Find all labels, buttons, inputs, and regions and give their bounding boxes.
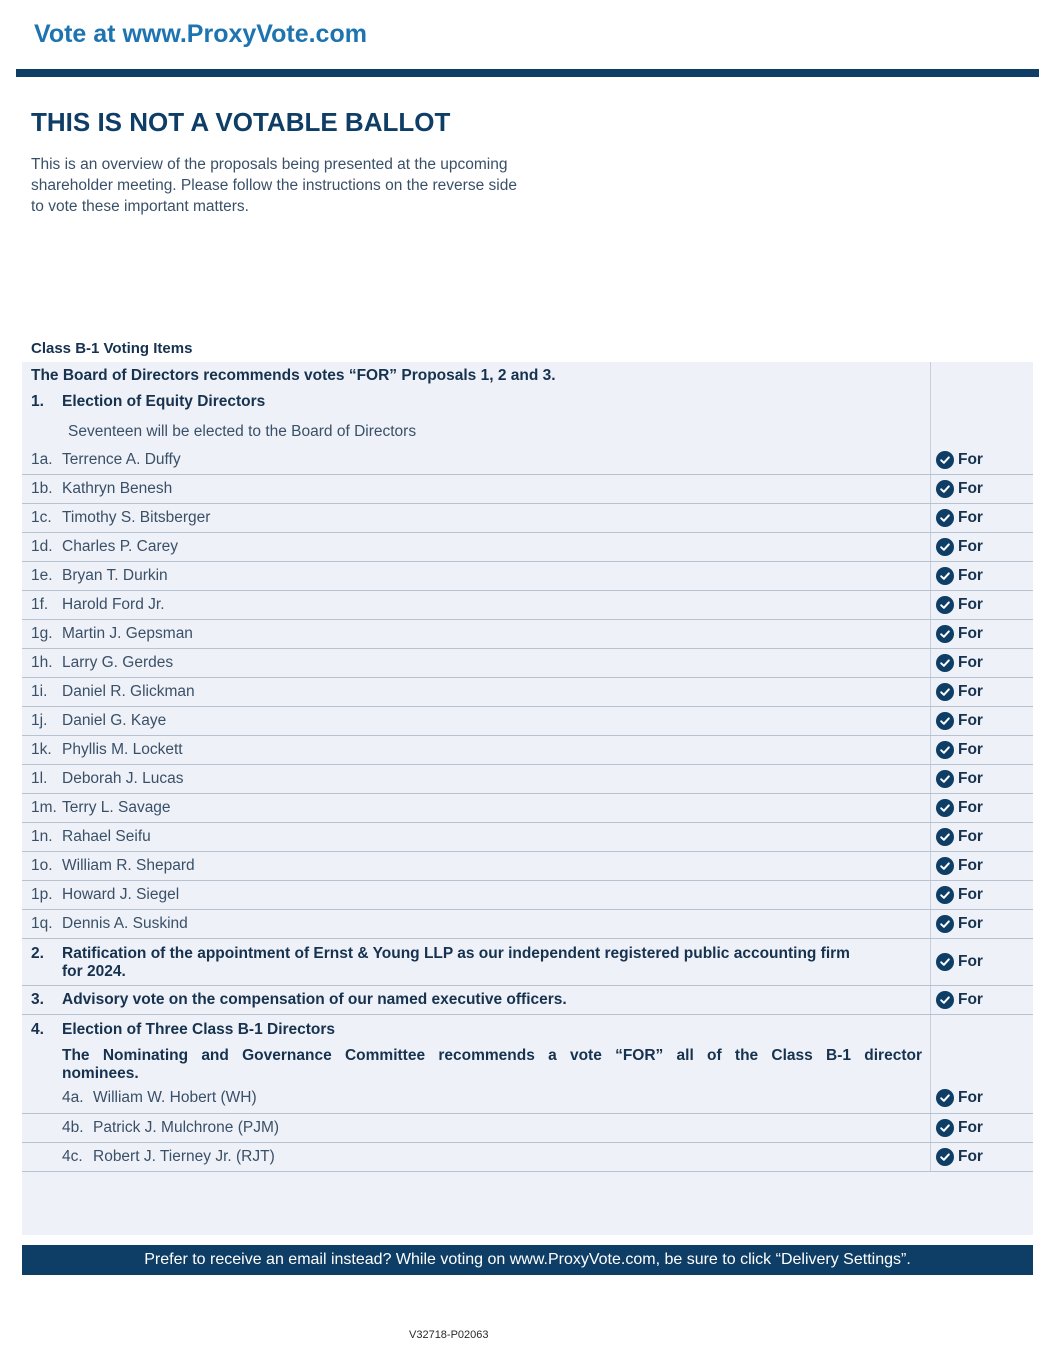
check-circle-icon bbox=[936, 567, 954, 585]
check-circle-icon bbox=[936, 953, 954, 971]
vote-indicator bbox=[936, 480, 983, 498]
proposal-number: 1. bbox=[31, 393, 44, 410]
proposal-number: 3. bbox=[31, 991, 44, 1008]
nominee-row bbox=[22, 852, 1033, 881]
vote-indicator bbox=[936, 991, 983, 1009]
nominee-name: Terrence A. Duffy bbox=[62, 451, 181, 468]
email-delivery-banner: Prefer to receive an email instead? While voting on www.ProxyVote.com, be sure to click “Delivery Settings”. bbox=[22, 1245, 1033, 1275]
nominee-row bbox=[22, 1114, 1033, 1143]
vote-label: For bbox=[958, 886, 983, 903]
nominee-name: Phyllis M. Lockett bbox=[62, 741, 183, 758]
nominee-row bbox=[22, 707, 1033, 736]
check-circle-icon bbox=[936, 770, 954, 788]
nominee-name: Daniel R. Glickman bbox=[62, 683, 195, 700]
check-circle-icon bbox=[936, 1148, 954, 1166]
nominee-number: 1d. bbox=[31, 538, 53, 555]
vote-label: For bbox=[958, 480, 983, 497]
header-title: Vote at www.ProxyVote.com bbox=[34, 20, 367, 48]
vote-label: For bbox=[958, 915, 983, 932]
proposal-2-row bbox=[22, 939, 1033, 986]
check-circle-icon bbox=[936, 886, 954, 904]
vote-indicator bbox=[936, 1148, 983, 1166]
nominee-number: 1l. bbox=[31, 770, 48, 787]
check-circle-icon bbox=[936, 741, 954, 759]
vote-indicator bbox=[936, 683, 983, 701]
proposal-number: 2. bbox=[31, 945, 44, 962]
nominee-name: Dennis A. Suskind bbox=[62, 915, 188, 932]
check-circle-icon bbox=[936, 1089, 954, 1107]
proposal-4-header bbox=[22, 1015, 1033, 1083]
nominee-number: 4b. bbox=[62, 1119, 84, 1136]
nominee-name: Kathryn Benesh bbox=[62, 480, 173, 497]
vote-label: For bbox=[958, 991, 983, 1008]
section-label: Class B-1 Voting Items bbox=[31, 340, 193, 357]
nominee-row bbox=[22, 765, 1033, 794]
vote-indicator bbox=[936, 538, 983, 556]
proposal-title: Election of Three Class B-1 Directors bbox=[62, 1021, 336, 1038]
nominee-row bbox=[22, 678, 1033, 707]
nominee-row bbox=[22, 736, 1033, 765]
vote-indicator bbox=[936, 953, 983, 971]
nominee-row bbox=[22, 475, 1033, 504]
nominee-number: 1p. bbox=[31, 886, 53, 903]
nominee-name: William R. Shepard bbox=[62, 857, 195, 874]
vote-indicator bbox=[936, 654, 983, 672]
nominee-name: Larry G. Gerdes bbox=[62, 654, 174, 671]
vote-label: For bbox=[958, 741, 983, 758]
vote-label: For bbox=[958, 654, 983, 671]
vote-indicator bbox=[936, 915, 983, 933]
nominee-number: 1c. bbox=[31, 509, 52, 526]
vote-indicator bbox=[936, 451, 983, 469]
vote-indicator bbox=[936, 1119, 983, 1137]
vote-indicator bbox=[936, 1089, 983, 1107]
check-circle-icon bbox=[936, 625, 954, 643]
vote-label: For bbox=[958, 451, 983, 468]
nominee-name: Charles P. Carey bbox=[62, 538, 179, 555]
nominee-number: 1m. bbox=[31, 799, 57, 816]
vote-indicator bbox=[936, 828, 983, 846]
check-circle-icon bbox=[936, 683, 954, 701]
nominee-row bbox=[22, 446, 1033, 475]
vote-label: For bbox=[958, 770, 983, 787]
check-circle-icon bbox=[936, 991, 954, 1009]
proposal-number: 4. bbox=[31, 1021, 44, 1038]
proposal-title-line-1: Ratification of the appointment of Ernst & Young LLP as our independent registered public accounting firm bbox=[62, 945, 850, 962]
vote-indicator bbox=[936, 799, 983, 817]
vote-label: For bbox=[958, 799, 983, 816]
check-circle-icon bbox=[936, 509, 954, 527]
nominee-number: 1k. bbox=[31, 741, 52, 758]
page-title: THIS IS NOT A VOTABLE BALLOT bbox=[31, 107, 451, 137]
nominee-number: 1n. bbox=[31, 828, 53, 845]
nominee-number: 1f. bbox=[31, 596, 49, 613]
board-recommendation: The Board of Directors recommends votes “FOR” Proposals 1, 2 and 3. bbox=[31, 367, 556, 384]
check-circle-icon bbox=[936, 596, 954, 614]
vote-label: For bbox=[958, 596, 983, 613]
check-circle-icon bbox=[936, 712, 954, 730]
nominee-name: Martin J. Gepsman bbox=[62, 625, 193, 642]
nominee-name: Harold Ford Jr. bbox=[62, 596, 165, 613]
header-divider bbox=[16, 69, 1039, 77]
proposal-title: Advisory vote on the compensation of our named executive officers. bbox=[62, 991, 567, 1008]
nominee-number: 1e. bbox=[31, 567, 53, 584]
check-circle-icon bbox=[936, 538, 954, 556]
nominee-name: Bryan T. Durkin bbox=[62, 567, 168, 584]
nominee-row bbox=[22, 504, 1033, 533]
check-circle-icon bbox=[936, 480, 954, 498]
nominee-name: Timothy S. Bitsberger bbox=[62, 509, 211, 526]
committee-recommendation-line-2: nominees. bbox=[62, 1065, 139, 1082]
proposal-3-row bbox=[22, 986, 1033, 1015]
proposal-1-subtitle-row bbox=[22, 416, 1033, 446]
nominee-name: Daniel G. Kaye bbox=[62, 712, 167, 729]
vote-label: For bbox=[958, 1148, 983, 1165]
nominee-row bbox=[22, 794, 1033, 823]
vote-label: For bbox=[958, 828, 983, 845]
nominee-name: Rahael Seifu bbox=[62, 828, 151, 845]
nominee-row bbox=[22, 910, 1033, 939]
nominee-row bbox=[22, 881, 1033, 910]
nominee-row bbox=[22, 562, 1033, 591]
committee-recommendation-line-1: The Nominating and Governance Committee recommends a vote “FOR” all of the Class B-1 director bbox=[62, 1047, 922, 1064]
proposal-title: Election of Equity Directors bbox=[62, 393, 266, 410]
vote-label: For bbox=[958, 567, 983, 584]
vote-label: For bbox=[958, 857, 983, 874]
nominee-number: 1i. bbox=[31, 683, 48, 700]
nominee-number: 1j. bbox=[31, 712, 48, 729]
nominee-number: 1h. bbox=[31, 654, 53, 671]
nominee-number: 4c. bbox=[62, 1148, 83, 1165]
check-circle-icon bbox=[936, 857, 954, 875]
nominee-number: 4a. bbox=[62, 1089, 84, 1106]
vote-indicator bbox=[936, 712, 983, 730]
vote-label: For bbox=[958, 509, 983, 526]
check-circle-icon bbox=[936, 1119, 954, 1137]
proposal-title-line-2: for 2024. bbox=[62, 963, 126, 980]
nominee-number: 1b. bbox=[31, 480, 53, 497]
nominee-row bbox=[22, 823, 1033, 852]
proposal-1-header bbox=[22, 390, 1033, 416]
vote-label: For bbox=[958, 538, 983, 555]
nominee-row bbox=[22, 1143, 1033, 1172]
vote-indicator bbox=[936, 625, 983, 643]
nominee-number: 1o. bbox=[31, 857, 53, 874]
check-circle-icon bbox=[936, 915, 954, 933]
vote-indicator bbox=[936, 741, 983, 759]
nominee-row bbox=[22, 533, 1033, 562]
nominee-name: William W. Hobert (WH) bbox=[93, 1089, 257, 1106]
check-circle-icon bbox=[936, 451, 954, 469]
vote-indicator bbox=[936, 770, 983, 788]
proposal-subtitle: Seventeen will be elected to the Board of Directors bbox=[68, 423, 417, 440]
nominee-name: Howard J. Siegel bbox=[62, 886, 180, 903]
vote-label: For bbox=[958, 953, 983, 970]
nominee-row bbox=[22, 591, 1033, 620]
vote-indicator bbox=[936, 886, 983, 904]
nominee-number: 1g. bbox=[31, 625, 53, 642]
nominee-name: Terry L. Savage bbox=[62, 799, 171, 816]
vote-indicator bbox=[936, 596, 983, 614]
check-circle-icon bbox=[936, 654, 954, 672]
vote-label: For bbox=[958, 1119, 983, 1136]
intro-paragraph: This is an overview of the proposals being presented at the upcoming shareholder meeting. Please follow the instructions on the reverse side to vote these important matters. bbox=[31, 156, 517, 215]
nominee-row bbox=[22, 1083, 1033, 1114]
vote-label: For bbox=[958, 712, 983, 729]
nominee-name: Robert J. Tierney Jr. (RJT) bbox=[93, 1148, 275, 1165]
vote-label: For bbox=[958, 1089, 983, 1106]
vote-label: For bbox=[958, 683, 983, 700]
vote-label: For bbox=[958, 625, 983, 642]
nominee-number: 1a. bbox=[31, 451, 53, 468]
nominee-row bbox=[22, 649, 1033, 678]
board-recommendation-row bbox=[22, 362, 1033, 390]
vote-indicator bbox=[936, 509, 983, 527]
check-circle-icon bbox=[936, 799, 954, 817]
nominee-name: Patrick J. Mulchrone (PJM) bbox=[93, 1119, 280, 1136]
nominee-row bbox=[22, 620, 1033, 649]
nominee-number: 1q. bbox=[31, 915, 53, 932]
check-circle-icon bbox=[936, 828, 954, 846]
vote-indicator bbox=[936, 567, 983, 585]
vote-indicator bbox=[936, 857, 983, 875]
document-code: V32718-P02063 bbox=[409, 1329, 489, 1341]
nominee-name: Deborah J. Lucas bbox=[62, 770, 184, 787]
